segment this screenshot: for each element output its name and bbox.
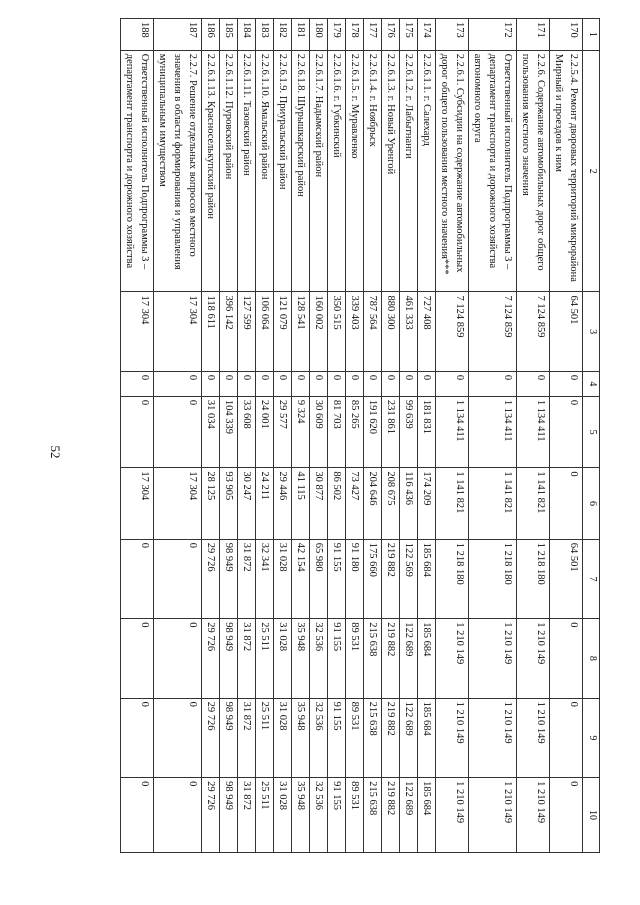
table-row <box>517 19 550 853</box>
row-number-cell: 188 <box>121 19 154 51</box>
value-cell: 91 180 <box>346 539 364 618</box>
item-name-cell: 2.2.6.1.10. Ямальский район <box>256 50 274 292</box>
value-cell: 1 210 149 <box>517 698 550 777</box>
table-row <box>256 19 274 853</box>
value-cell: 0 <box>154 371 202 396</box>
item-name-cell: 2.2.6. Содержание автомобильных дорог общего пользования местного значения <box>517 50 550 292</box>
row-number-cell: 185 <box>220 19 238 51</box>
value-cell: 122 689 <box>400 698 418 777</box>
item-name-cell: 2.2.6.1. Субсидии на содержание автомобильных дорог общего пользования местного значения*** <box>436 50 469 292</box>
page-number: 52 <box>48 445 63 459</box>
value-cell: 64 501 <box>550 539 583 618</box>
value-cell: 86 502 <box>328 468 346 539</box>
value-cell: 32 536 <box>310 778 328 853</box>
value-cell: 727 408 <box>418 292 436 371</box>
value-cell: 0 <box>550 468 583 539</box>
value-cell: 104 339 <box>220 396 238 467</box>
value-cell: 0 <box>517 371 550 396</box>
value-cell: 215 638 <box>364 698 382 777</box>
value-cell: 0 <box>121 778 154 853</box>
value-cell: 29 726 <box>202 698 220 777</box>
value-cell: 25 511 <box>256 778 274 853</box>
value-cell: 29 446 <box>274 468 292 539</box>
value-cell: 0 <box>202 371 220 396</box>
row-number-cell: 177 <box>364 19 382 51</box>
row-number-cell: 172 <box>469 19 517 51</box>
value-cell: 0 <box>121 698 154 777</box>
value-cell: 0 <box>121 396 154 467</box>
value-cell: 127 599 <box>238 292 256 371</box>
value-cell: 31 034 <box>202 396 220 467</box>
value-cell: 98 949 <box>220 539 238 618</box>
column-header: 5 <box>583 396 600 467</box>
value-cell: 7 124 859 <box>469 292 517 371</box>
value-cell: 42 154 <box>292 539 310 618</box>
column-header: 9 <box>583 698 600 777</box>
value-cell: 0 <box>328 371 346 396</box>
value-cell: 1 210 149 <box>436 778 469 853</box>
value-cell: 880 300 <box>382 292 400 371</box>
value-cell: 33 608 <box>238 396 256 467</box>
table-row <box>436 19 469 853</box>
value-cell: 32 536 <box>310 698 328 777</box>
value-cell: 91 155 <box>328 698 346 777</box>
value-cell: 30 877 <box>310 468 328 539</box>
value-cell: 31 028 <box>274 619 292 698</box>
value-cell: 41 115 <box>292 468 310 539</box>
value-cell: 1 134 411 <box>436 396 469 467</box>
item-name-cell: 2.2.6.1.5. г. Муравленко <box>346 50 364 292</box>
value-cell: 204 646 <box>364 468 382 539</box>
item-name-cell: 2.2.5.4. Ремонт дворовых территорий микрорайона Мирный и проездов к ним <box>550 50 583 292</box>
value-cell: 31 028 <box>274 539 292 618</box>
value-cell: 231 861 <box>382 396 400 467</box>
item-name-cell: 2.2.7. Решение отдельных вопросов местного значения в области формирования и управления муниципальным имуществом <box>154 50 202 292</box>
value-cell: 1 134 411 <box>469 396 517 467</box>
value-cell: 219 882 <box>382 698 400 777</box>
table-row <box>274 19 292 853</box>
row-number-cell: 183 <box>256 19 274 51</box>
column-header: 6 <box>583 468 600 539</box>
table-row <box>328 19 346 853</box>
value-cell: 0 <box>436 371 469 396</box>
value-cell: 31 872 <box>238 619 256 698</box>
value-cell: 17 304 <box>121 292 154 371</box>
row-number-cell: 184 <box>238 19 256 51</box>
table-row <box>238 19 256 853</box>
column-header: 10 <box>583 778 600 853</box>
value-cell: 0 <box>154 619 202 698</box>
value-cell: 0 <box>310 371 328 396</box>
value-cell: 1 141 821 <box>469 468 517 539</box>
value-cell: 0 <box>256 371 274 396</box>
value-cell: 0 <box>400 371 418 396</box>
value-cell: 0 <box>121 371 154 396</box>
value-cell: 32 536 <box>310 619 328 698</box>
table-row <box>292 19 310 853</box>
value-cell: 185 684 <box>418 539 436 618</box>
value-cell: 24 001 <box>256 396 274 467</box>
value-cell: 1 210 149 <box>517 619 550 698</box>
value-cell: 121 079 <box>274 292 292 371</box>
row-number-cell: 182 <box>274 19 292 51</box>
value-cell: 1 218 180 <box>469 539 517 618</box>
value-cell: 31 872 <box>238 778 256 853</box>
value-cell: 461 333 <box>400 292 418 371</box>
value-cell: 31 872 <box>238 698 256 777</box>
value-cell: 128 541 <box>292 292 310 371</box>
table-row <box>469 19 517 853</box>
value-cell: 98 949 <box>220 778 238 853</box>
value-cell: 9 324 <box>292 396 310 467</box>
value-cell: 17 304 <box>154 292 202 371</box>
value-cell: 1 141 821 <box>517 468 550 539</box>
value-cell: 17 304 <box>154 468 202 539</box>
value-cell: 0 <box>154 396 202 467</box>
table-row <box>346 19 364 853</box>
value-cell: 1 210 149 <box>469 778 517 853</box>
value-cell: 89 531 <box>346 698 364 777</box>
item-name-cell: 2.2.6.1.12. Пуровский район <box>220 50 238 292</box>
value-cell: 25 511 <box>256 698 274 777</box>
table-row <box>418 19 436 853</box>
value-cell: 1 218 180 <box>517 539 550 618</box>
row-number-cell: 176 <box>382 19 400 51</box>
row-number-cell: 186 <box>202 19 220 51</box>
value-cell: 99 639 <box>400 396 418 467</box>
column-header: 8 <box>583 619 600 698</box>
value-cell: 0 <box>550 396 583 467</box>
row-number-cell: 175 <box>400 19 418 51</box>
item-name-cell: 2.2.6.1.7. Надымский район <box>310 50 328 292</box>
value-cell: 65 980 <box>310 539 328 618</box>
value-cell: 0 <box>154 539 202 618</box>
value-cell: 28 125 <box>202 468 220 539</box>
item-name-cell: 2.2.6.1.9. Приуральский район <box>274 50 292 292</box>
value-cell: 30 247 <box>238 468 256 539</box>
value-cell: 191 620 <box>364 396 382 467</box>
value-cell: 219 882 <box>382 619 400 698</box>
value-cell: 24 211 <box>256 468 274 539</box>
value-cell: 85 265 <box>346 396 364 467</box>
value-cell: 1 210 149 <box>469 619 517 698</box>
value-cell: 0 <box>550 371 583 396</box>
value-cell: 29 726 <box>202 778 220 853</box>
value-cell: 32 341 <box>256 539 274 618</box>
value-cell: 396 142 <box>220 292 238 371</box>
row-number-cell: 187 <box>154 19 202 51</box>
table-row <box>364 19 382 853</box>
value-cell: 35 948 <box>292 698 310 777</box>
value-cell: 0 <box>364 371 382 396</box>
value-cell: 98 949 <box>220 698 238 777</box>
header-row <box>583 19 600 853</box>
table-row <box>154 19 202 853</box>
budget-table <box>120 18 600 853</box>
value-cell: 0 <box>292 371 310 396</box>
row-number-cell: 171 <box>517 19 550 51</box>
table-row <box>121 19 154 853</box>
value-cell: 25 511 <box>256 619 274 698</box>
table-row <box>400 19 418 853</box>
value-cell: 0 <box>550 778 583 853</box>
value-cell: 160 002 <box>310 292 328 371</box>
value-cell: 0 <box>382 371 400 396</box>
value-cell: 0 <box>238 371 256 396</box>
value-cell: 0 <box>220 371 238 396</box>
value-cell: 7 124 859 <box>436 292 469 371</box>
row-number-cell: 174 <box>418 19 436 51</box>
value-cell: 1 134 411 <box>517 396 550 467</box>
column-header: 7 <box>583 539 600 618</box>
table-row <box>550 19 583 853</box>
value-cell: 93 905 <box>220 468 238 539</box>
item-name-cell: 2.2.6.1.11. Тазовский район <box>238 50 256 292</box>
value-cell: 116 436 <box>400 468 418 539</box>
row-number-cell: 180 <box>310 19 328 51</box>
column-header: 2 <box>583 50 600 292</box>
value-cell: 1 210 149 <box>436 698 469 777</box>
item-name-cell: 2.2.6.1.3. г. Новый Уренгой <box>382 50 400 292</box>
value-cell: 208 675 <box>382 468 400 539</box>
value-cell: 64 501 <box>550 292 583 371</box>
value-cell: 215 638 <box>364 778 382 853</box>
value-cell: 122 689 <box>400 778 418 853</box>
value-cell: 219 882 <box>382 539 400 618</box>
item-name-cell: 2.2.6.1.4. г. Ноябрьск <box>364 50 382 292</box>
value-cell: 0 <box>346 371 364 396</box>
value-cell: 0 <box>418 371 436 396</box>
value-cell: 106 064 <box>256 292 274 371</box>
value-cell: 29 577 <box>274 396 292 467</box>
value-cell: 1 210 149 <box>469 698 517 777</box>
value-cell: 30 609 <box>310 396 328 467</box>
value-cell: 35 948 <box>292 778 310 853</box>
value-cell: 185 684 <box>418 619 436 698</box>
value-cell: 7 124 859 <box>517 292 550 371</box>
value-cell: 91 155 <box>328 778 346 853</box>
table-body <box>121 19 583 853</box>
value-cell: 1 141 821 <box>436 468 469 539</box>
value-cell: 0 <box>154 778 202 853</box>
item-name-cell: 2.2.6.1.13. Красноселькупский район <box>202 50 220 292</box>
value-cell: 1 218 180 <box>436 539 469 618</box>
value-cell: 31 028 <box>274 778 292 853</box>
value-cell: 122 569 <box>400 539 418 618</box>
value-cell: 29 726 <box>202 539 220 618</box>
value-cell: 1 210 149 <box>436 619 469 698</box>
value-cell: 185 684 <box>418 778 436 853</box>
value-cell: 98 949 <box>220 619 238 698</box>
value-cell: 339 403 <box>346 292 364 371</box>
value-cell: 215 638 <box>364 619 382 698</box>
column-header: 4 <box>583 371 600 396</box>
table-row <box>202 19 220 853</box>
value-cell: 0 <box>550 698 583 777</box>
value-cell: 89 531 <box>346 619 364 698</box>
value-cell: 0 <box>121 619 154 698</box>
row-number-cell: 181 <box>292 19 310 51</box>
value-cell: 181 831 <box>418 396 436 467</box>
row-number-cell: 179 <box>328 19 346 51</box>
value-cell: 175 660 <box>364 539 382 618</box>
item-name-cell: 2.2.6.1.8. Шурышкарский район <box>292 50 310 292</box>
value-cell: 89 531 <box>346 778 364 853</box>
table-row <box>382 19 400 853</box>
item-name-cell: 2.2.6.1.6. г. Губкинский <box>328 50 346 292</box>
value-cell: 31 028 <box>274 698 292 777</box>
row-number-cell: 170 <box>550 19 583 51</box>
value-cell: 73 427 <box>346 468 364 539</box>
column-header: 1 <box>583 19 600 51</box>
value-cell: 31 872 <box>238 539 256 618</box>
value-cell: 29 726 <box>202 619 220 698</box>
value-cell: 1 210 149 <box>517 778 550 853</box>
value-cell: 0 <box>550 619 583 698</box>
rotated-page-content <box>95 18 600 853</box>
value-cell: 118 611 <box>202 292 220 371</box>
item-name-cell: Ответственный исполнитель Подпрограммы 3 – департамент транспорта и дорожного хозяйства автономного округа <box>469 50 517 292</box>
value-cell: 185 684 <box>418 698 436 777</box>
row-number-cell: 173 <box>436 19 469 51</box>
value-cell: 81 703 <box>328 396 346 467</box>
item-name-cell: 2.2.6.1.2. г. Лабытнанги <box>400 50 418 292</box>
value-cell: 122 689 <box>400 619 418 698</box>
value-cell: 0 <box>154 698 202 777</box>
value-cell: 787 564 <box>364 292 382 371</box>
value-cell: 350 515 <box>328 292 346 371</box>
value-cell: 91 155 <box>328 539 346 618</box>
item-name-cell: 2.2.6.1.1. г. Салехард <box>418 50 436 292</box>
value-cell: 174 209 <box>418 468 436 539</box>
value-cell: 0 <box>469 371 517 396</box>
value-cell: 0 <box>121 539 154 618</box>
value-cell: 35 948 <box>292 619 310 698</box>
value-cell: 91 155 <box>328 619 346 698</box>
value-cell: 17 304 <box>121 468 154 539</box>
row-number-cell: 178 <box>346 19 364 51</box>
item-name-cell: Ответственный исполнитель Подпрограммы 3 – департамент транспорта и дорожного хозяйства <box>121 50 154 292</box>
value-cell: 219 882 <box>382 778 400 853</box>
table-row <box>310 19 328 853</box>
table-row <box>220 19 238 853</box>
value-cell: 0 <box>274 371 292 396</box>
column-header: 3 <box>583 292 600 371</box>
